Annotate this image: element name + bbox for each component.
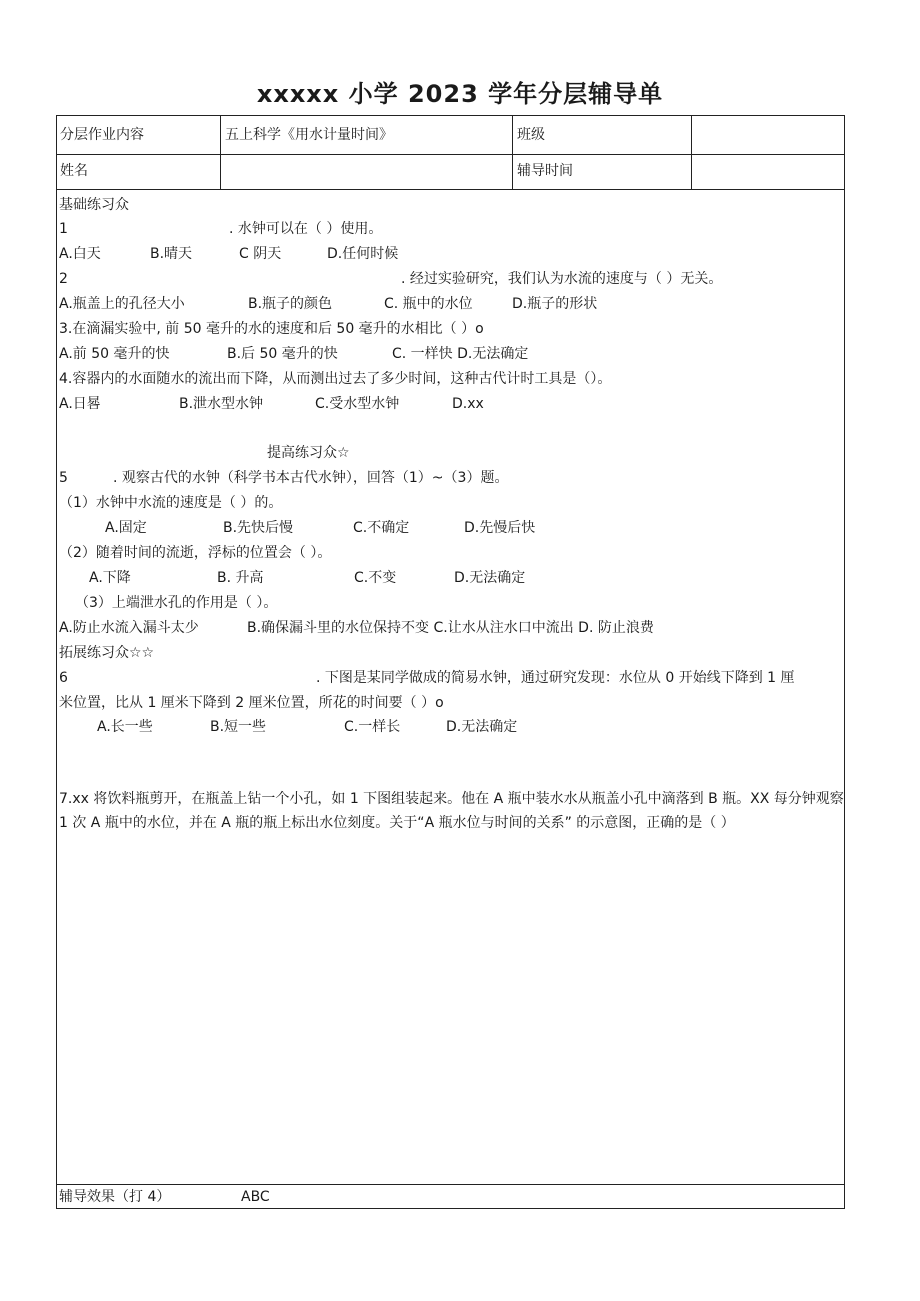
question-7: 7.xx 将饮料瓶剪开，在瓶盖上钻一个小孔，如 1 下图组装起来。他在 A 瓶中装水水从瓶盖小孔中滴落到 B 瓶。XX 每分钟观察 1 次 A 瓶中的水位，并在 A 瓶的瓶上标出水位刻度。关于“A 瓶水位与时间的关系” 的示意图，正确的是（ ） [59, 791, 844, 831]
question-5-sub3: （3）上端泄水孔的作用是（ ）。 [75, 595, 278, 611]
option: A.日晷 [59, 396, 101, 412]
option: C.不变 [354, 570, 397, 586]
tutoring-effect-label: 辅导效果（打 4） [59, 1189, 171, 1205]
grade-options[interactable]: ABC [241, 1189, 270, 1205]
option: A.白天 [59, 246, 101, 262]
option: C. 瓶中的水位 [384, 296, 473, 312]
option: A.瓶盖上的孔径大小 [59, 296, 185, 312]
divider [57, 189, 844, 190]
name-label: 姓名 [60, 163, 88, 179]
question-text: . 经过实验研究，我们认为水流的速度与（ ）无关。 [401, 271, 723, 287]
section-advanced-heading: 提高练习众☆ [267, 445, 350, 461]
option: D.无法确定 [454, 570, 526, 586]
option: C.受水型水钟 [315, 396, 400, 412]
question-6-line2: 米位置，比从 1 厘米下降到 2 厘米位置，所花的时间要（ ）o [59, 695, 444, 711]
option: C 阴天 [239, 246, 282, 262]
divider [691, 116, 692, 189]
option: B.短一些 [210, 719, 267, 735]
question-number: 6 [59, 670, 68, 686]
section-basic-heading: 基础练习众 [59, 197, 129, 213]
option: D.任何时候 [327, 246, 399, 262]
question-4: 4.容器内的水面随水的流出而下降，从而测出过去了多少时间，这种古代计时工具是（）。 [59, 371, 612, 387]
divider [57, 1184, 844, 1185]
option: C. 一样快 D.无法确定 [392, 346, 529, 362]
question-5-sub1: （1）水钟中水流的速度是（ ）的。 [59, 495, 283, 511]
option: C.不确定 [353, 520, 410, 536]
section-extended-heading: 拓展练习众☆☆ [59, 645, 155, 661]
option: B.晴天 [150, 246, 193, 262]
option: A.固定 [105, 520, 147, 536]
option: B.泄水型水钟 [179, 396, 264, 412]
divider [220, 116, 221, 189]
question-number: 1 [59, 221, 68, 237]
question-text: . 水钟可以在（ ）使用。 [229, 221, 383, 237]
question-text: . 观察古代的水钟（科学书本古代水钟），回答（1）~（3）题。 [113, 470, 509, 486]
option: A.防止水流入漏斗太少 [59, 620, 199, 636]
option: B.先快后慢 [223, 520, 294, 536]
option: A.前 50 毫升的快 [59, 346, 170, 362]
question-number: 2 [59, 271, 68, 287]
content-value: 五上科学《用水计量时间》 [225, 127, 393, 143]
option: A.长一些 [97, 719, 153, 735]
question-3: 3.在滴漏实验中, 前 50 毫升的水的速度和后 50 毫升的水相比（ ）o [59, 321, 484, 337]
class-label: 班级 [517, 127, 545, 143]
option: B.确保漏斗里的水位保持不变 C.让水从注水口中流出 D. 防止浪费 [247, 620, 654, 636]
content-label: 分层作业内容 [60, 127, 144, 143]
page-title: xxxxx 小学 2023 学年分层辅导单 [256, 80, 664, 108]
question-5-sub2: （2）随着时间的流逝，浮标的位置会（ ）。 [59, 545, 332, 561]
option: D.瓶子的形状 [512, 296, 598, 312]
option: D.先慢后快 [464, 520, 536, 536]
option: D.xx [452, 396, 484, 412]
question-number: 5 [59, 470, 68, 486]
option: C.一样长 [344, 719, 401, 735]
divider [57, 154, 844, 155]
option: B.瓶子的颜色 [248, 296, 333, 312]
option: B.后 50 毫升的快 [227, 346, 338, 362]
worksheet-table [56, 115, 845, 1209]
option: A.下降 [89, 570, 131, 586]
divider [512, 116, 513, 189]
option: D.无法确定 [446, 719, 518, 735]
question-text: . 下图是某同学做成的简易水钟，通过研究发现：水位从 0 开始线下降到 1 厘 [316, 670, 795, 686]
option: B. 升高 [217, 570, 264, 586]
tutoring-time-label: 辅导时间 [517, 163, 573, 179]
